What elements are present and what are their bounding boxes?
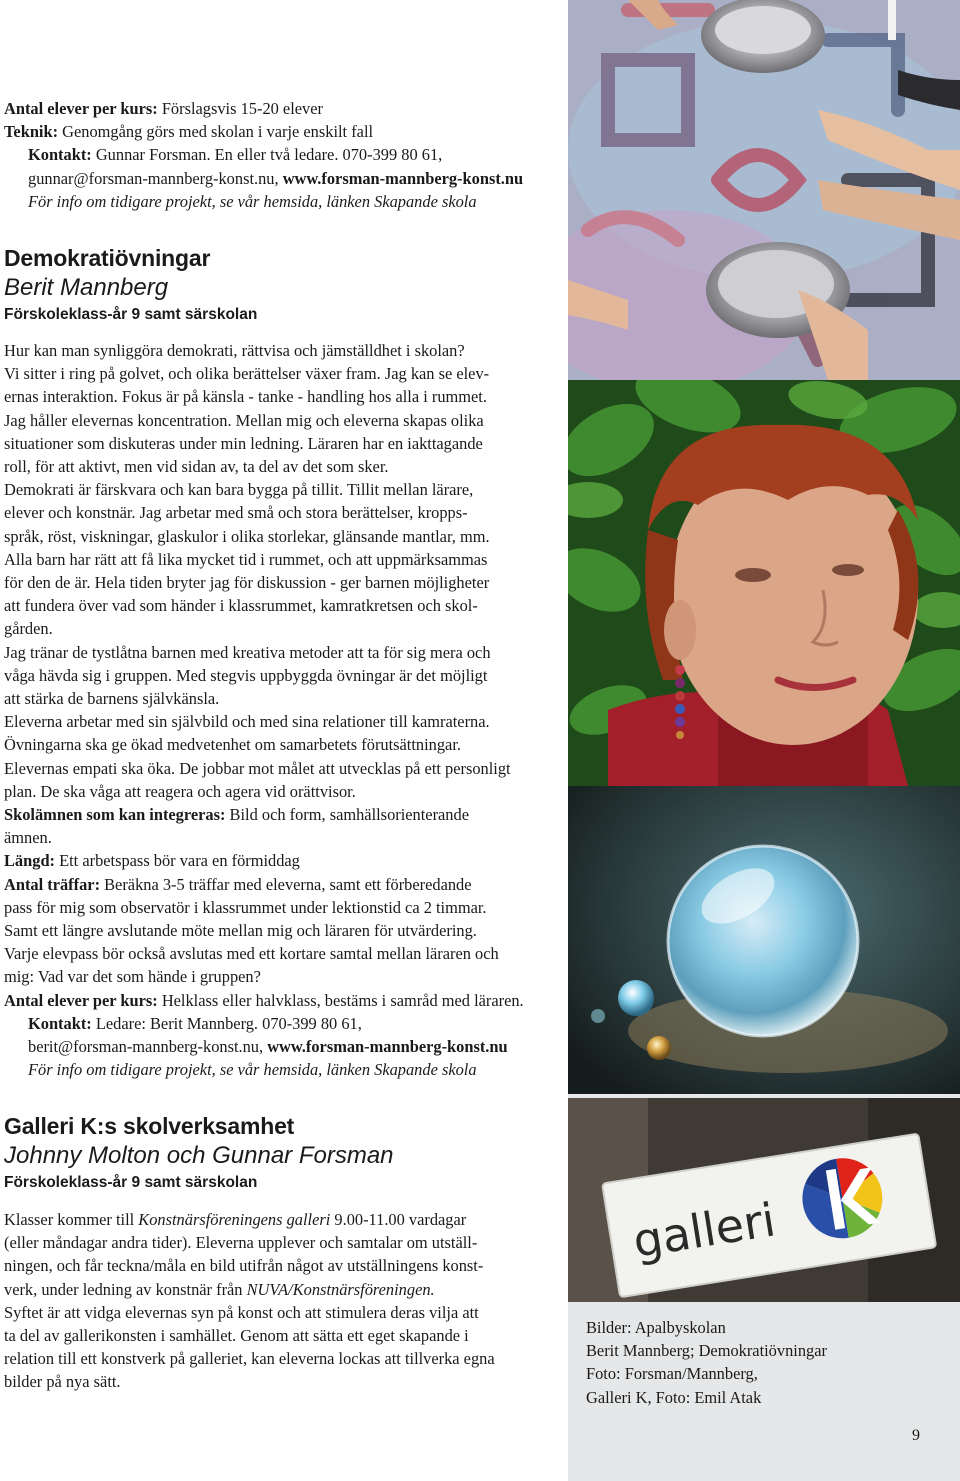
text: Klasser kommer till (4, 1210, 139, 1229)
body-line: Jag håller elevernas koncentration. Mellan mig och eleverna skapas olika (4, 410, 484, 430)
body-line: Eleverna arbetar med sin självbild och med sina relationer till kamraterna. (4, 712, 490, 732)
label: Antal elever per kurs: (4, 99, 158, 118)
body-line: (eller måndagar andra tider). Eleverna upplever och samtalar om utställ- (4, 1233, 478, 1253)
body-line: ämnen. (4, 828, 52, 848)
section-galleri-body (4, 1208, 560, 1394)
body-line: Vi sitter i ring på golvet, och olika berättelser växer fram. Jag kan se elev- (4, 364, 490, 384)
label: Antal träffar: (4, 874, 101, 894)
body-line: relation till ett konstverk på galleriet, kan eleverna lockas att tillverka egna (4, 1349, 495, 1369)
body-line: mig: Vad var det som hände i gruppen? (4, 967, 261, 987)
body-line: plan. De ska våga att reagera och agera vid orättvisor. (4, 781, 356, 801)
body-line: gården. (4, 619, 53, 639)
caption-line: Berit Mannberg; Demokratiövningar (586, 1341, 827, 1361)
label: Teknik: (4, 122, 59, 142)
caption-line: Foto: Forsman/Mannberg, (586, 1364, 758, 1384)
body-line: Varje elevpass bör också avslutas med ett kortare samtal mellan läraren och (4, 944, 499, 964)
value: Förslagsvis 15-20 elever (157, 99, 323, 118)
caption-line: Bilder: Apalbyskolan (586, 1318, 726, 1337)
label: Kontakt: (28, 1013, 92, 1033)
body-line: elever och konstnär. Jag arbetar med små och stora berättelser, kropps- (4, 503, 468, 523)
email-text: berit@forsman-mannberg-konst.nu, (28, 1037, 268, 1057)
body-line: språk, röst, viskningar, glaskulor i olika storlekar, glänsande mantlar, mm. (4, 526, 490, 546)
sign-text: galleri (629, 1192, 779, 1269)
body-line: Samt ett längre avslutande möte mellan mig och läraren för utvärdering. (4, 921, 477, 941)
body-line: Alla barn har rätt att få lika mycket tid i rummet, och att uppmärksammas (4, 549, 488, 569)
body-line: Jag tränar de tystlåtna barnen med kreativa metoder att ta för sig mera och (4, 642, 491, 662)
label: Längd: (4, 851, 56, 871)
portrait-photo (568, 380, 960, 786)
section-author: Berit Mannberg (4, 274, 169, 301)
text: Konstnärsföreningens galleri (138, 1210, 331, 1229)
classroom-collage-photo (568, 0, 960, 380)
info-line: För info om tidigare projekt, se vår hemsida, länken Skapande skola (28, 1060, 477, 1080)
website-link[interactable]: www.forsman-mannberg-konst.nu (267, 1037, 508, 1057)
section-title: Demokratiövningar (4, 245, 211, 271)
photo-caption (586, 1316, 946, 1409)
value: Beräkna 3-5 träffar med eleverna, samt ett förberedande (100, 874, 472, 894)
website-link[interactable]: www.forsman-mannberg-konst.nu (282, 168, 524, 188)
body-line: ta del av gallerikonsten i samhället. Genom att sätta ett eget skapande i (4, 1326, 469, 1346)
section-title: Galleri K:s skolverksamhet (4, 1113, 295, 1139)
page-number: 9 (912, 1427, 920, 1444)
body-line: Övningarna ska ge ökad medvetenhet om samarbetets förutsättningar. (4, 735, 461, 755)
body-line: för den de är. Hela tiden bryter jag för diskussion - ger barnen möjligheter (4, 573, 490, 593)
value: Helklass eller halvklass, bestäms i samråd med läraren. (157, 990, 524, 1010)
body-line: pass för mig som observatör i klassrummet under lektionstid ca 2 timmar. (4, 897, 487, 917)
section-author: Johnny Molton och Gunnar Forsman (4, 1142, 394, 1169)
galleri-sign-photo (568, 1098, 960, 1302)
intro-block (4, 97, 560, 213)
body-line: att stärka de barnens självkänsla. (4, 689, 220, 709)
body-line: att fundera över vad som händer i klassrummet, kamratkretsen och skol- (4, 596, 478, 616)
value: Ledare: Berit Mannberg. 070-399 80 61, (91, 1013, 362, 1033)
section-demokrati-body (4, 339, 560, 1082)
text: 9.00-11.00 vardagar (330, 1210, 467, 1229)
section-grade: Förskoleklass-år 9 samt särskolan (4, 306, 258, 323)
body-line: Syftet är att vidga elevernas syn på konst och att stimulera deras vilja att (4, 1302, 479, 1322)
section-grade: Förskoleklass-år 9 samt särskolan (4, 1174, 258, 1191)
body-line: ningen, och får teckna/måla en bild utifrån något av utställningens konst- (4, 1256, 484, 1276)
text: NUVA/Konstnärsföreningen. (246, 1279, 435, 1299)
body-line: ernas interaktion. Fokus är på känsla - tanke - handling hos alla i rummet. (4, 387, 487, 407)
value: Gunnar Forsman. En eller två ledare. 070-399 80 61, (91, 145, 443, 165)
value: Genomgång görs med skolan i varje enskilt fall (58, 122, 374, 142)
info-line: För info om tidigare projekt, se vår hemsida, länken Skapande skola (28, 191, 477, 211)
body-line: Hur kan man synliggöra demokrati, rättvisa och jämställdhet i skolan? (4, 341, 465, 360)
label: Kontakt: (28, 145, 92, 165)
value: Bild och form, samhällsorienterande (225, 805, 469, 825)
body-line: Demokrati är färskvara och kan bara bygga på tillit. Tillit mellan lärare, (4, 480, 474, 500)
label: Skolämnen som kan integreras: (4, 805, 226, 825)
body-line: bilder på nya sätt. (4, 1372, 121, 1392)
body-line: våga hävda sig i gruppen. Med stegvis uppbyggda övningar är det möjligt (4, 665, 488, 685)
body-line: situationer som diskuteras under min ledning. Läraren har en iakttagande (4, 433, 483, 453)
email-text: gunnar@forsman-mannberg-konst.nu, (28, 168, 283, 188)
glass-sphere-photo (568, 786, 960, 1094)
label: Antal elever per kurs: (4, 990, 158, 1010)
body-line: Elevernas empati ska öka. De jobbar mot målet att utvecklas på ett personligt (4, 758, 511, 778)
section-demokrati (4, 243, 560, 327)
text: verk, under ledning av konstnär från (4, 1279, 247, 1299)
body-line: roll, för att aktivt, men vid sidan av, ta del av det som sker. (4, 457, 389, 477)
caption-line: Galleri K, Foto: Emil Atak (586, 1387, 762, 1407)
value: Ett arbetspass bör vara en förmiddag (55, 851, 300, 871)
section-galleri (4, 1111, 560, 1195)
